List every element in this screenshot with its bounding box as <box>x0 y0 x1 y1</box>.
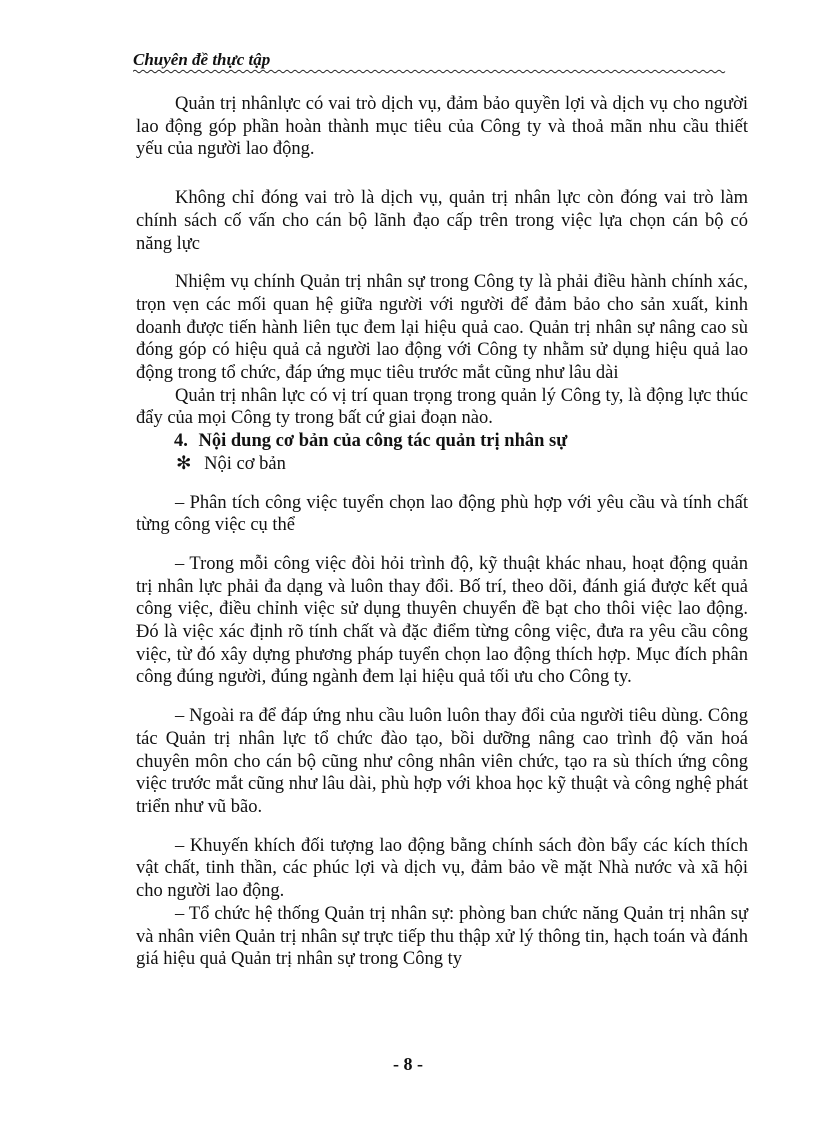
running-header <box>133 50 727 72</box>
paragraph-2: Không chỉ đóng vai trò là dịch vụ, quản trị nhân lực còn đóng vai trò làm chính sách cố vấn cho cán bộ lãnh đạo cấp trên trong việc lựa chọn cán bộ có năng lực <box>136 188 748 254</box>
subsection-title: Nội cơ bản <box>204 453 286 474</box>
page-body <box>136 93 748 971</box>
paragraph-3: Nhiệm vụ chính Quản trị nhân sự trong Công ty là phải điều hành chính xác, trọn vẹn các mối quan hệ giữa người với người để đảm bảo cho sản xuất, kinh doanh được tiến hành liên tục đem lại hiệu quả cao. Quản trị nhân sự nâng cao sù đóng góp có hiệu quả cả người lao động với Công ty nhằm sử dụng hiệu quả lao động trong tổ chức, đáp ứng mục tiêu trước mắt cũng như lâu dài <box>136 272 748 384</box>
list-item: – Trong mỗi công việc đòi hỏi trình độ, kỹ thuật khác nhau, hoạt động quản trị nhân lực phải đa dạng và luôn thay đổi. Bố trí, theo dõi, đánh giá được kết quả công việc, điều chỉnh việc sử dụng thuyên chuyển đề bạt cho thôi việc lao động. Đó là việc xác định rõ tính chất và đặc điểm từng công việc, đưa ra yêu cầu công việc, từ đó xây dựng phương pháp tuyển chọn lao động thích hợp. Mục đích phân công đúng người, đúng ngành đem lại hiệu quả tối ưu cho Công ty. <box>136 553 748 688</box>
asterisk-icon: ✻ <box>176 453 192 474</box>
section-title: Nội dung cơ bản của công tác quản trị nhân sự <box>198 431 568 452</box>
list-item: – Ngoài ra để đáp ứng nhu cầu luôn luôn thay đổi của người tiêu dùng. Công tác Quản trị nhân lực tổ chức đào tạo, bồi dưỡng nâng cao trình độ văn hoá chuyên môn cho cán bộ cũng như công nhân viên chức, tạo ra sù thích ứng công việc trước mắt cũng như lâu dài, phù hợp với khoa học kỹ thuật và công nghệ phát triển như vũ bão. <box>136 706 748 817</box>
paragraph-1: Quản trị nhânlực có vai trò dịch vụ, đảm bảo quyền lợi và dịch vụ cho người lao động góp phần hoàn thành mục tiêu của Công ty và thoả mãn nhu cầu thiết yếu của người lao động. <box>136 94 748 160</box>
subsection-heading <box>136 453 748 476</box>
list-item: – Phân tích công việc tuyển chọn lao động phù hợp với yêu cầu và tính chất từng công việc cụ thể <box>136 492 748 536</box>
page-number: - 8 - <box>393 1054 423 1074</box>
section-number: 4. <box>174 431 188 452</box>
list-item: – Tổ chức hệ thống Quản trị nhân sự: phòng ban chức năng Quản trị nhân sự và nhân viên Quản trị nhân sự trực tiếp thu thập xử lý thông tin, hạch toán và đánh giá hiệu quả Quản trị nhân sự trong Công ty <box>136 903 748 970</box>
header-title: Chuyên đề thực tập <box>133 50 271 69</box>
paragraph-4: Quản trị nhân lực có vị trí quan trọng trong quản lý Công ty, là động lực thúc đẩy của mọi Công ty trong bất cứ giai đoạn nào. <box>136 385 748 429</box>
section-heading <box>136 430 748 453</box>
list-item: – Khuyến khích đối tượng lao động bằng chính sách đòn bẩy các kích thích vật chất, tinh thần, các phúc lợi và dịch vụ, đảm bảo về mặt Nhà nước và xã hội cho người lao động. <box>136 835 748 902</box>
header-wavy-rule <box>133 69 727 74</box>
